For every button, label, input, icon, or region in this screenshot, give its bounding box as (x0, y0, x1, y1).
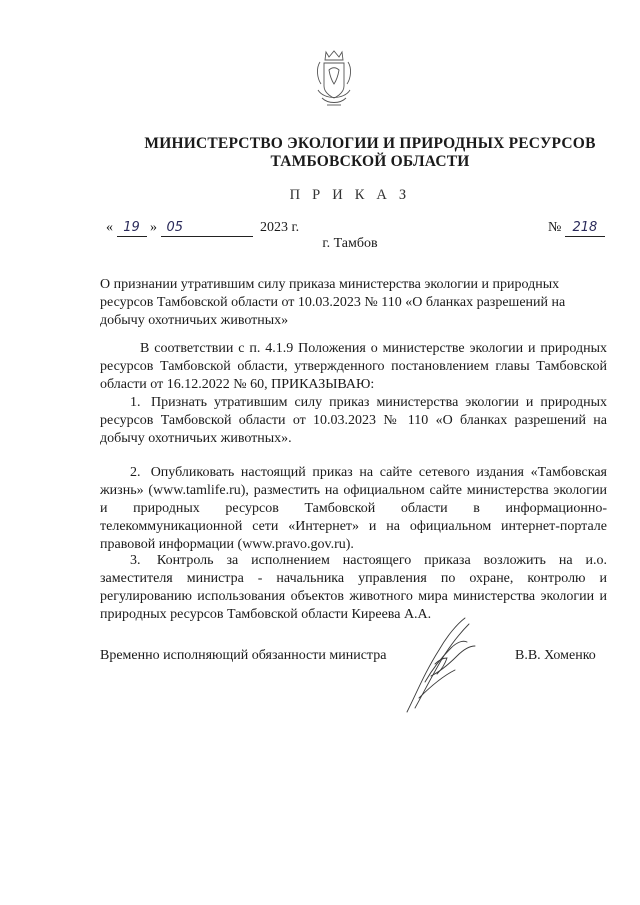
date-year: 2023 г. (260, 220, 300, 235)
date-close-quote: » (150, 220, 157, 235)
ministry-name-line1: МИНИСТЕРСТВО ЭКОЛОГИИ И ПРИРОДНЫХ РЕСУРСОВ (144, 135, 596, 152)
date-month: 05 (166, 220, 184, 235)
date-open-quote: « (106, 220, 113, 235)
date-day-field (117, 220, 147, 237)
date-month-field (161, 220, 253, 237)
number-prefix: № (548, 220, 562, 235)
signatory-name: В.В. Хоменко (515, 648, 596, 663)
coat-of-arms-emblem (312, 48, 356, 110)
item-number: 2. (130, 465, 141, 480)
signatory-position: Временно исполняющий обязанности министра (100, 648, 387, 663)
item-text: Контроль за исполнением настоящего приказа возложить на и.о. заместителя министра - начальника управления по охране, контролю и регулированию использования объектов животного мира министерства экологии и природных ресурсов Тамбовской области Киреева А.А. (100, 553, 607, 622)
order-number (548, 220, 605, 237)
item-number: 1. (130, 395, 141, 410)
handwritten-signature (395, 612, 485, 722)
order-preamble: В соответствии с п. 4.1.9 Положения о министерстве экологии и природных ресурсов Тамбовской области, утвержденного постановлением главы Тамбовской области от 16.12.2022 № 60, ПРИКАЗЫВАЮ: (100, 341, 607, 392)
document-type: П Р И К А З (289, 187, 411, 203)
order-item (100, 464, 607, 554)
order-subject: О признании утратившим силу приказа министерства экологии и природных ресурсов Тамбовской области от 10.03.2023 № 110 «О бланках разрешений на добычу охотничьих животных» (100, 277, 566, 328)
order-item (100, 552, 607, 624)
item-number: 3. (130, 553, 141, 568)
date-day: 19 (123, 220, 140, 235)
order-date (106, 220, 299, 237)
item-text: Признать утратившим силу приказ министерства экологии и природных ресурсов Тамбовской области от 10.03.2023 № 110 «О бланках разрешений на добычу охотничьих животных». (100, 395, 608, 446)
order-item (100, 394, 607, 448)
city: г. Тамбов (322, 236, 378, 251)
ministry-name-line2: ТАМБОВСКОЙ ОБЛАСТИ (270, 153, 470, 170)
number-field (565, 220, 605, 237)
item-text: Опубликовать настоящий приказ на сайте сетевого издания «Тамбовская жизнь» (www.tamlife.ru), разместить на официальном сайте министерства экологии и природных ресурсов Тамбовской области в информационно-телекоммуникационной сети «Интернет» и на официальном интернет-портале правовой информации (www.pravo.gov.ru). (100, 465, 607, 552)
number-value: 218 (572, 220, 598, 235)
